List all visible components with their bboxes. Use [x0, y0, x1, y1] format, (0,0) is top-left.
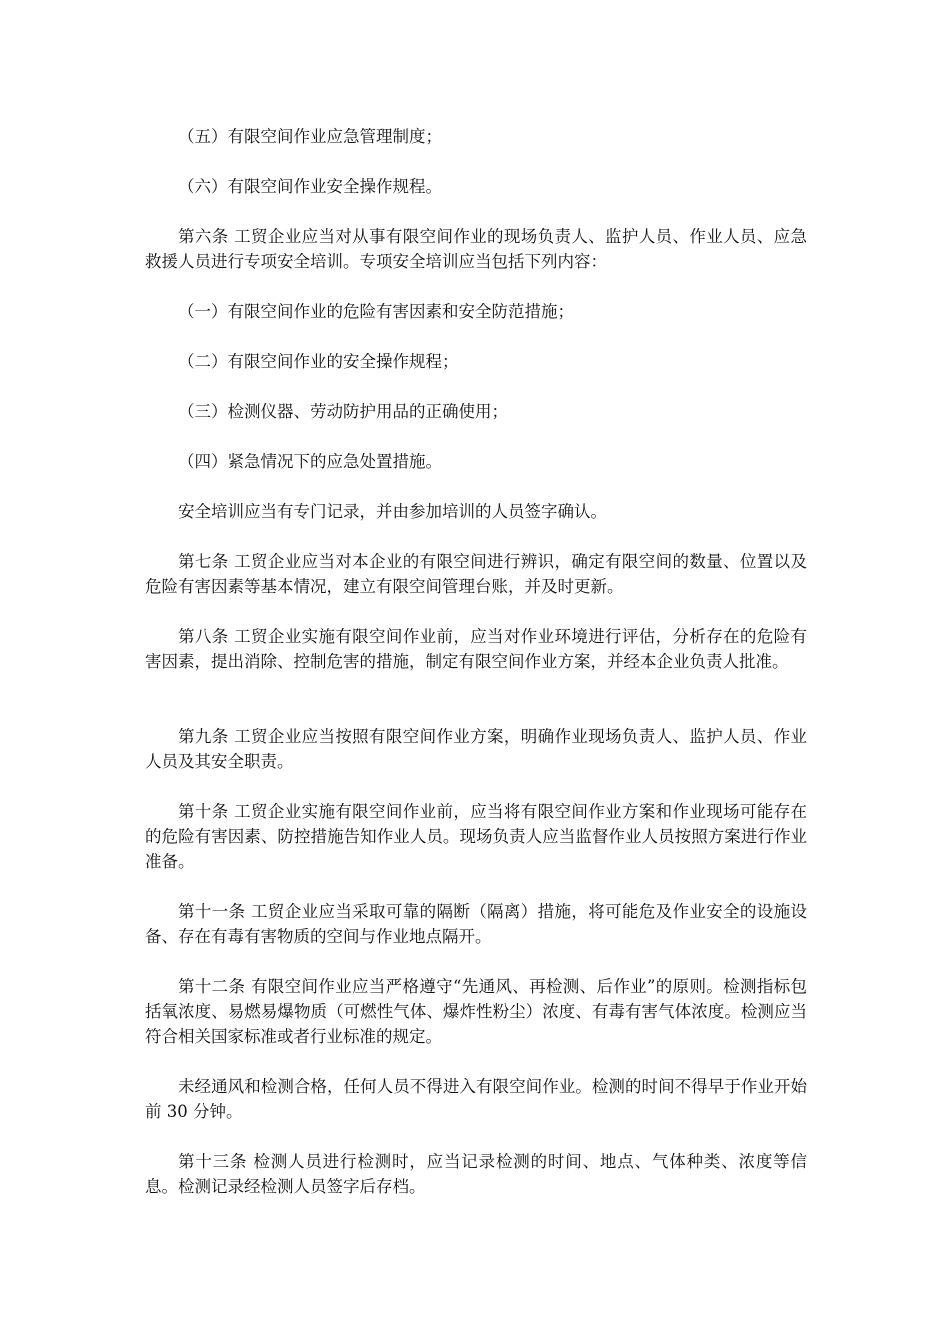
paragraph-article-10: 第十条 工贸企业实施有限空间作业前，应当将有限空间作业方案和作业现场可能存在的危险有害因素、防控措施告知作业人员。现场负责人应当监督作业人员按照方案进行作业准备。 [145, 802, 807, 871]
paragraph-training-item-1: （一）有限空间作业的危险有害因素和安全防范措施； [178, 302, 574, 321]
paragraph-article-7: 第七条 工贸企业应当对本企业的有限空间进行辨识，确定有限空间的数量、位置以及危险有害因素等基本情况，建立有限空间管理台账，并及时更新。 [145, 552, 807, 596]
paragraph-training-item-2: （二）有限空间作业的安全操作规程； [178, 352, 459, 371]
paragraph-article-6: 第六条 工贸企业应当对从事有限空间作业的现场负责人、监护人员、作业人员、应急救援人员进行专项安全培训。专项安全培训应当包括下列内容： [145, 227, 807, 271]
paragraph-training-item-3: （三）检测仪器、劳动防护用品的正确使用； [178, 402, 508, 421]
paragraph-article-13: 第十三条 检测人员进行检测时，应当记录检测的时间、地点、气体种类、浓度等信息。检测记录经检测人员签字后存档。 [145, 1152, 807, 1196]
paragraph-item-5: （五）有限空间作业应急管理制度； [178, 127, 442, 146]
paragraph-article-11: 第十一条 工贸企业应当采取可靠的隔断（隔离）措施，将可能危及作业安全的设施设备、存在有毒有害物质的空间与作业地点隔开。 [145, 902, 807, 946]
paragraph-article-8: 第八条 工贸企业实施有限空间作业前，应当对作业环境进行评估，分析存在的危险有害因素，提出消除、控制危害的措施，制定有限空间作业方案，并经本企业负责人批准。 [145, 627, 807, 671]
paragraph-item-6: （六）有限空间作业安全操作规程。 [178, 177, 442, 196]
paragraph-training-item-4: （四）紧急情况下的应急处置措施。 [178, 452, 442, 471]
paragraph-article-9: 第九条 工贸企业应当按照有限空间作业方案，明确作业现场负责人、监护人员、作业人员及其安全职责。 [145, 727, 807, 771]
paragraph-ventilation-rule: 未经通风和检测合格，任何人员不得进入有限空间作业。检测的时间不得早于作业开始前 30 分钟。 [145, 1077, 807, 1121]
paragraph-article-12: 第十二条 有限空间作业应当严格遵守“先通风、再检测、后作业”的原则。检测指标包括氧浓度、易燃易爆物质（可燃性气体、爆炸性粉尘）浓度、有毒有害气体浓度。检测应当符合相关国家标准或者行业标准的规定。 [145, 977, 807, 1046]
paragraph-training-record: 安全培训应当有专门记录，并由参加培训的人员签字确认。 [178, 502, 607, 521]
